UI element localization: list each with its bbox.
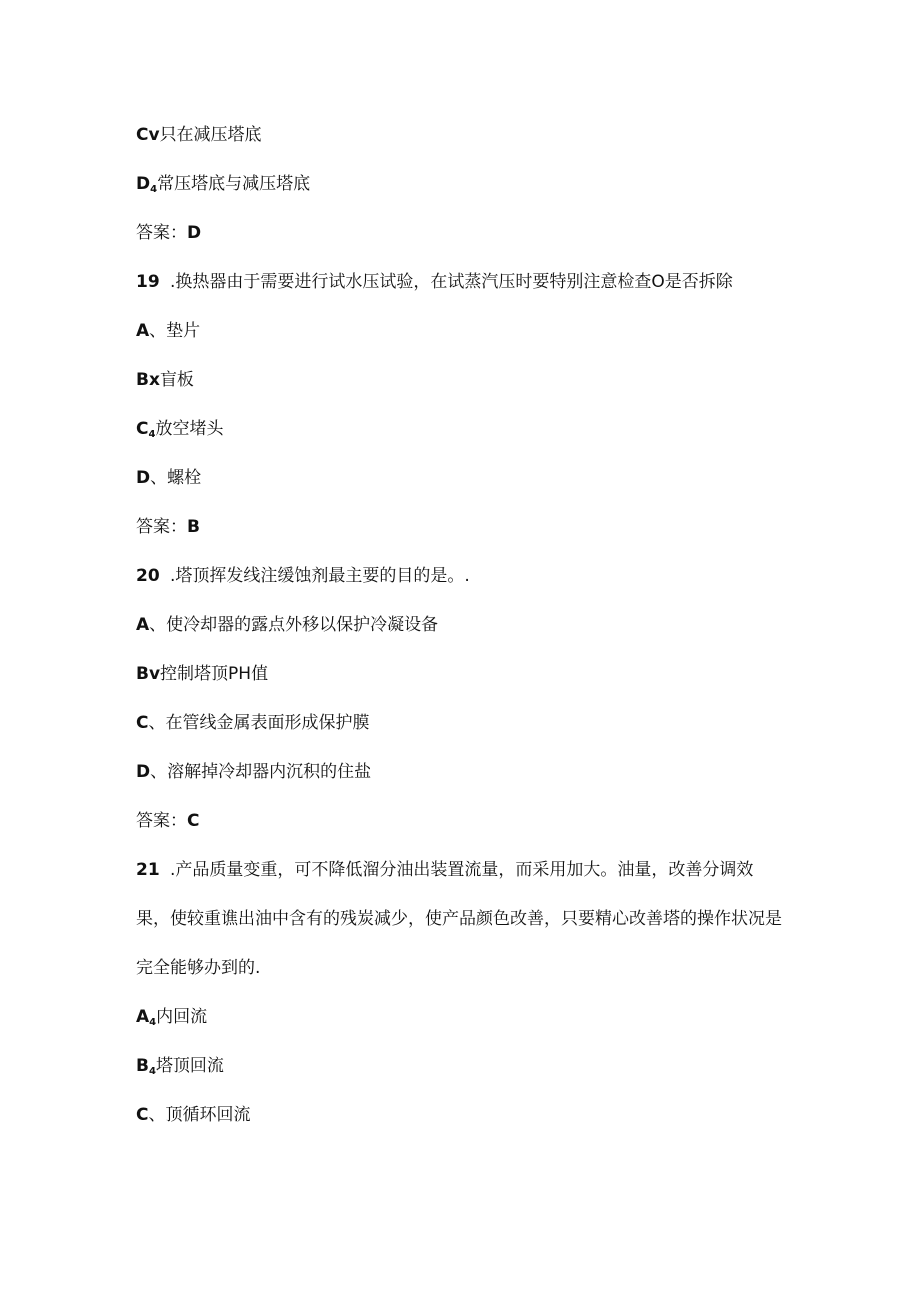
line-text: .换热器由于需要进行试水压试验，在试蒸汽压时要特别注意检查O是否拆除 — [170, 272, 733, 292]
question-number: 21 — [136, 860, 160, 880]
text-line — [136, 957, 260, 979]
text-line — [136, 761, 371, 783]
option-prefix: D — [136, 762, 151, 782]
line-text: 常压塔底与减压塔底 — [157, 174, 311, 194]
option-prefix: B — [136, 1056, 149, 1076]
option-prefix: 答案： — [136, 517, 187, 537]
text-line — [136, 124, 262, 146]
option-prefix: 答案： — [136, 223, 187, 243]
question-number: 20 — [136, 566, 160, 586]
line-text: 完全能够办到的. — [136, 958, 261, 978]
option-prefix: Bx — [136, 370, 160, 390]
option-prefix: A — [136, 615, 150, 635]
text-line — [136, 614, 438, 636]
text-line — [136, 369, 194, 391]
line-text: .塔顶挥发线注缓蚀剂最主要的目的是。. — [170, 566, 470, 586]
text-line — [136, 1006, 207, 1034]
question-line — [136, 271, 733, 293]
option-prefix: A — [136, 321, 150, 341]
line-text: 、顶循环回流 — [148, 1105, 251, 1125]
text-line — [136, 1104, 250, 1126]
prefix-subscript: 4 — [150, 184, 158, 195]
option-prefix: A — [136, 1007, 150, 1027]
line-text: 、溶解掉冷却器内沉积的住盐 — [150, 762, 372, 782]
answer-line — [136, 516, 200, 538]
prefix-subscript: 4 — [149, 1017, 157, 1028]
line-text: C — [187, 811, 200, 831]
line-text: B — [187, 517, 200, 537]
line-text: 放空堵头 — [155, 419, 224, 439]
text-line — [136, 712, 369, 734]
text-line — [136, 418, 223, 446]
answer-line — [136, 222, 201, 244]
prefix-subscript: 4 — [148, 429, 156, 440]
text-line — [136, 173, 310, 201]
option-prefix: D — [136, 174, 151, 194]
line-text: 果，使较重谯出油中含有的残炭减少，使产品颜色改善，只要精心改善塔的操作状况是 — [136, 909, 782, 929]
line-text: 、在管线金属表面形成保护膜 — [148, 713, 370, 733]
line-text: 塔顶回流 — [155, 1056, 224, 1076]
text-line — [136, 467, 201, 489]
option-prefix: C — [136, 1105, 149, 1125]
line-text: 、使冷却器的露点外移以保护冷凝设备 — [149, 615, 439, 635]
option-prefix: Cv — [136, 125, 160, 145]
text-line — [136, 663, 268, 685]
line-text: 、螺栓 — [150, 468, 202, 488]
text-line — [136, 1055, 224, 1083]
line-text: 只在减压塔底 — [159, 125, 262, 145]
option-prefix: Bv — [136, 664, 161, 684]
option-prefix: C — [136, 419, 149, 439]
line-text: D — [187, 223, 202, 243]
option-prefix: D — [136, 468, 151, 488]
option-prefix: C — [136, 713, 149, 733]
answer-line — [136, 810, 199, 832]
line-text: .产品质量变重，可不降低溜分油出装置流量，而采用加大。油量，改善分调效 — [170, 860, 754, 880]
option-prefix: 答案： — [136, 811, 187, 831]
line-text: 内回流 — [156, 1007, 208, 1027]
question-line — [136, 859, 753, 881]
line-text: 、垫片 — [149, 321, 201, 341]
question-line — [136, 565, 470, 587]
line-text: 盲板 — [159, 370, 194, 390]
text-line — [136, 320, 200, 342]
question-number: 19 — [136, 272, 160, 292]
prefix-subscript: 4 — [148, 1066, 156, 1077]
text-line — [136, 908, 782, 930]
line-text: 控制塔顶PH值 — [160, 664, 269, 684]
